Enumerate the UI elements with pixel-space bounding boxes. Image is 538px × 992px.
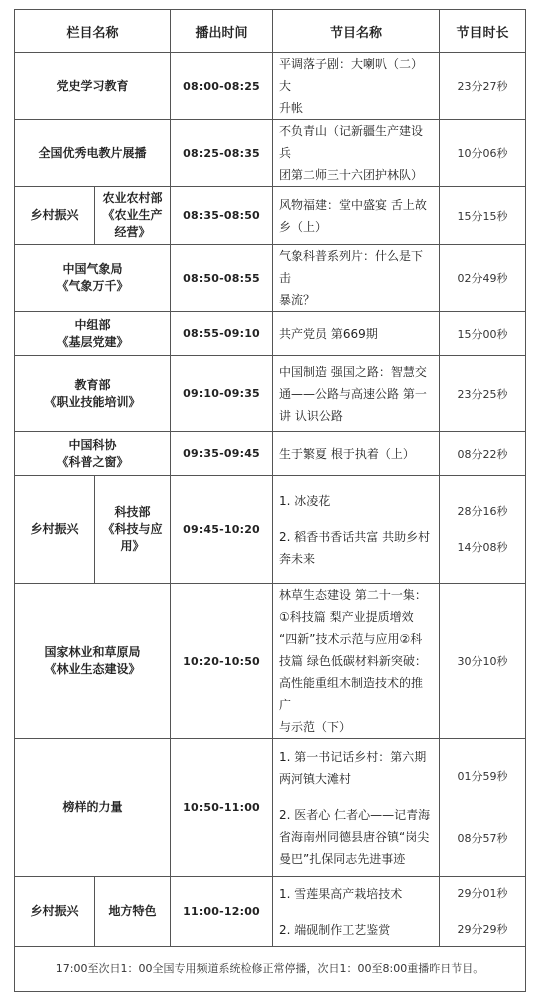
duration-cell: [440, 245, 526, 312]
table-row: [15, 187, 526, 245]
column-category-cell: [15, 877, 95, 947]
item-spacer: [440, 903, 525, 921]
program-text: [279, 361, 433, 427]
duration-text: 02分49秒: [457, 272, 508, 285]
program-text: [279, 323, 433, 345]
program-line: 讲 认识公路: [279, 408, 343, 423]
program-line: 乡（上）: [279, 219, 328, 234]
program-line: ①科技篇 梨产业提质增效: [279, 610, 414, 624]
program-line: 升帐: [279, 101, 304, 115]
program-line: 气象科普系列片：什么是下击: [279, 249, 424, 285]
item-spacer: [279, 512, 433, 526]
duration-cell: [440, 356, 526, 432]
column-sub-text: 地方特色: [108, 904, 157, 918]
duration-cell: [440, 739, 526, 877]
program-line: 1. 冰凌花: [279, 493, 331, 508]
table-row: [15, 120, 526, 187]
duration-text: 23分25秒: [457, 387, 508, 401]
air-time-cell: 08:50-08:55: [171, 245, 273, 312]
duration-cell: [440, 476, 526, 584]
table-row: [15, 245, 526, 312]
duration-cell: [440, 877, 526, 947]
column-name-cell: [15, 432, 171, 476]
column-name-text: 中国科协: [68, 437, 117, 452]
air-time-cell: 08:55-09:10: [171, 312, 273, 356]
column-name-text: 《科普之窗》: [56, 454, 129, 469]
program-name-cell: [273, 312, 440, 356]
header-duration: 节目时长: [440, 10, 526, 53]
column-name-text: 中国气象局: [62, 262, 123, 276]
duration-text: 28分16秒: [457, 504, 508, 518]
column-name-text: 榜样的力量: [62, 800, 123, 814]
duration-cell: [440, 432, 526, 476]
program-line: 省海南州同德县唐谷镇“岗尖: [279, 829, 430, 844]
table-row: [15, 877, 526, 947]
duration-cell: [440, 187, 526, 245]
column-sub-text: 《科技与应: [102, 522, 163, 536]
duration-cell: [440, 53, 526, 120]
program-text: [279, 194, 433, 238]
table-row: [15, 476, 526, 584]
column-name-text: 国家林业和草原局: [44, 645, 141, 659]
program-line: 1. 雪莲果高产栽培技术: [279, 886, 403, 901]
duration-text: 29分29秒: [457, 922, 508, 936]
program-text: [279, 584, 433, 738]
program-item: [279, 919, 433, 941]
program-line: 暴流？: [279, 293, 316, 307]
duration-text: 15分00秒: [457, 327, 508, 341]
program-name-cell: [273, 356, 440, 432]
column-name-text: 《基层党建》: [56, 334, 129, 349]
air-time-cell: 08:35-08:50: [171, 187, 273, 245]
program-line: 技篇 绿色低碳材料新突破：: [279, 654, 427, 668]
column-category-text: 乡村振兴: [30, 522, 79, 536]
duration-text: 29分01秒: [457, 886, 508, 900]
duration-cell: [440, 312, 526, 356]
duration-cell: [440, 584, 526, 739]
air-time-cell: 11:00-12:00: [171, 877, 273, 947]
program-text: [279, 245, 433, 311]
program-line: 生于繁夏 根于执着（上）: [279, 446, 415, 461]
air-time-cell: 09:35-09:45: [171, 432, 273, 476]
column-sub-text: 《农业生产: [102, 208, 163, 222]
program-line: 与示范（下）: [279, 720, 352, 734]
program-line: 通——公路与高速公路 第一: [279, 386, 427, 401]
item-spacer: [440, 786, 525, 830]
schedule-table: [14, 9, 526, 992]
program-line: 平调落子剧：大喇叭（二）大: [279, 57, 424, 93]
column-name-cell: [15, 245, 171, 312]
program-item: [279, 526, 433, 570]
air-time-cell: 08:25-08:35: [171, 120, 273, 187]
table-row: [15, 312, 526, 356]
column-sub-text: 经营》: [114, 225, 151, 239]
column-name-cell: [15, 312, 171, 356]
header-row: [15, 10, 526, 53]
program-line: 不负青山（记新疆生产建设兵: [279, 124, 424, 160]
program-line: 奔未来: [279, 551, 316, 566]
duration-text: 08分22秒: [457, 447, 508, 461]
program-line: 共产党员 第669期: [279, 326, 378, 341]
air-time-cell: 10:50-11:00: [171, 739, 273, 877]
header-air-time: 播出时间: [171, 10, 273, 53]
duration-text: 15分15秒: [457, 209, 508, 223]
duration-text: 23分27秒: [457, 80, 508, 93]
column-name-text: 中组部: [74, 317, 111, 332]
program-line: 风物福建：堂中盛宴 舌上故: [279, 197, 427, 212]
item-spacer: [279, 790, 433, 804]
column-name-text: 《职业技能培训》: [44, 394, 141, 409]
program-name-cell: [273, 53, 440, 120]
program-name-cell: [273, 476, 440, 584]
duration-text: 01分59秒: [457, 769, 508, 783]
program-line: 中国制造 强国之路：智慧交: [279, 364, 427, 379]
program-item: [279, 883, 433, 905]
program-line: 2. 稻香书香话共富 共助乡村: [279, 529, 431, 544]
column-name-text: 全国优秀电教片展播: [38, 145, 147, 160]
program-line: 1. 第一书记话乡村：第六期: [279, 749, 427, 764]
program-name-cell: [273, 245, 440, 312]
column-category-cell: [15, 476, 95, 584]
program-text: [279, 443, 433, 465]
column-name-cell: [15, 356, 171, 432]
column-sub-cell: [95, 476, 171, 584]
column-category-cell: [15, 187, 95, 245]
column-name-text: 教育部: [74, 377, 111, 392]
duration-cell: [440, 120, 526, 187]
program-line: 两河镇大滩村: [279, 771, 352, 786]
item-spacer: [279, 905, 433, 919]
table-row: [15, 53, 526, 120]
program-line: 2. 端砚制作工艺鉴赏: [279, 922, 391, 937]
program-name-cell: [273, 187, 440, 245]
column-name-text: 《气象万千》: [56, 279, 129, 293]
table-row: [15, 356, 526, 432]
column-sub-cell: [95, 877, 171, 947]
duration-text: 08分57秒: [457, 831, 508, 845]
program-name-cell: [273, 432, 440, 476]
program-line: 2. 医者心 仁者心——记青海: [279, 807, 431, 822]
program-line: 团第二师三十六团护林队）: [279, 168, 424, 182]
item-spacer: [440, 521, 525, 539]
duration-text: 14分08秒: [457, 540, 508, 554]
footer-note: 17:00至次日1：00全国专用频道系统检修正常停播，次日1：00至8:00重播昨日节目。: [15, 947, 526, 992]
header-program-name: 节目名称: [273, 10, 440, 53]
program-name-cell: [273, 120, 440, 187]
program-line: “四新”技术示范与应用②科: [279, 632, 423, 646]
column-name-cell: [15, 739, 171, 877]
program-line: 曼巴”扎保同志先进事迹: [279, 851, 406, 866]
column-name-text: 党史学习教育: [56, 78, 129, 93]
program-line: 林草生态建设 第二十一集：: [279, 588, 427, 602]
program-name-cell: [273, 584, 440, 739]
air-time-cell: 09:45-10:20: [171, 476, 273, 584]
column-name-cell: [15, 120, 171, 187]
program-item: [279, 746, 433, 790]
table-row: [15, 432, 526, 476]
column-sub-cell: [95, 187, 171, 245]
column-name-text: 《林业生态建设》: [44, 662, 141, 676]
program-name-cell: [273, 739, 440, 877]
program-text: [279, 120, 433, 186]
column-name-cell: [15, 584, 171, 739]
duration-text: 10分06秒: [457, 147, 508, 160]
column-name-cell: [15, 53, 171, 120]
program-name-cell: [273, 877, 440, 947]
table-row: [15, 739, 526, 877]
air-time-cell: 09:10-09:35: [171, 356, 273, 432]
air-time-cell: 08:00-08:25: [171, 53, 273, 120]
program-line: 高性能重组木制造技术的推广: [279, 676, 424, 712]
program-item: [279, 490, 433, 512]
column-sub-text: 用》: [120, 539, 145, 553]
program-text: [279, 53, 433, 119]
column-category-text: 乡村振兴: [30, 208, 79, 222]
program-item: [279, 804, 433, 870]
duration-text: 30分10秒: [457, 655, 508, 668]
table-row: [15, 584, 526, 739]
column-category-text: 乡村振兴: [30, 904, 79, 918]
header-column-name: 栏目名称: [15, 10, 171, 53]
air-time-cell: 10:20-10:50: [171, 584, 273, 739]
column-sub-text: 农业农村部: [102, 191, 163, 205]
column-sub-text: 科技部: [114, 505, 151, 519]
